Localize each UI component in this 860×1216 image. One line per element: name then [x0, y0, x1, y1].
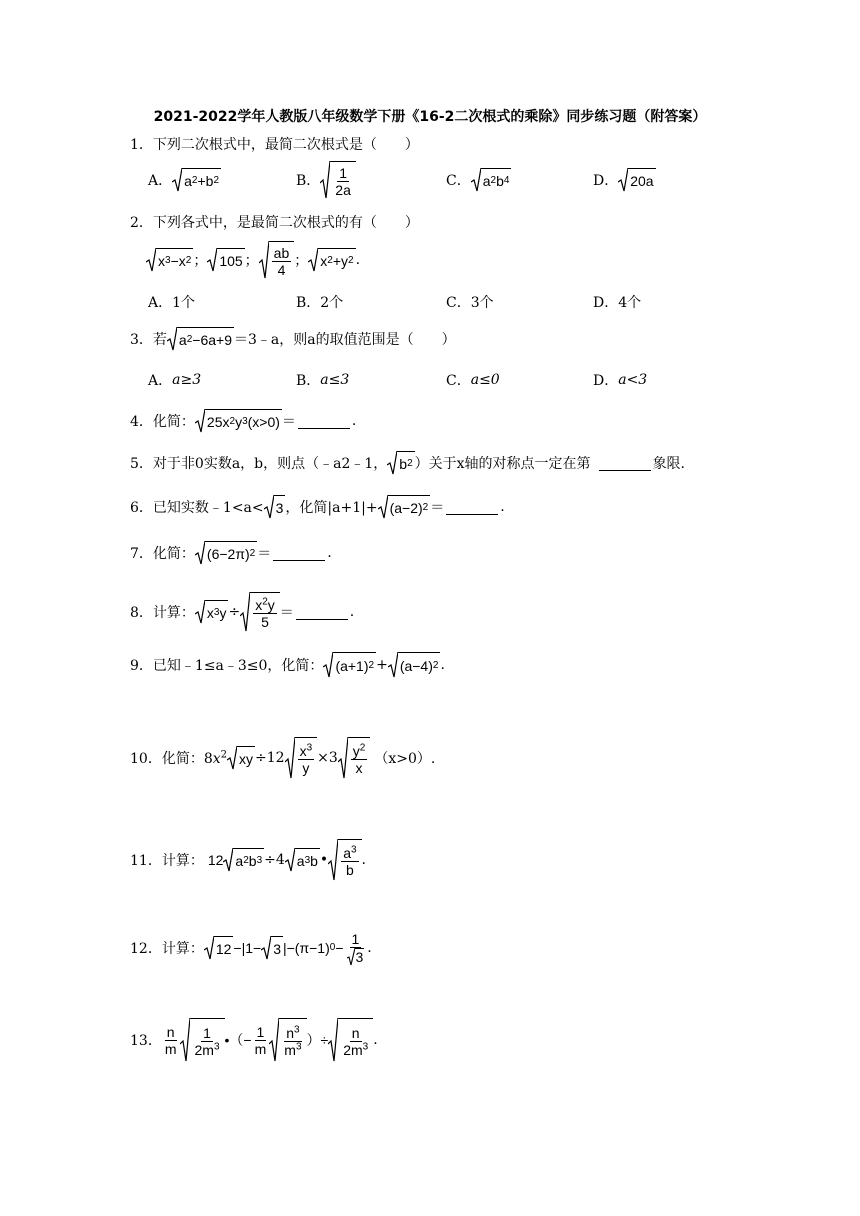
question-1-stem: 1．下列二次根式中，最简二次根式是（ ）: [130, 137, 419, 153]
option-b: B． $\frac{1}{2a}$: [296, 160, 356, 200]
question-7: 7．化简： (6−2π) 2 ＝ .: [130, 540, 332, 566]
option-b: B． a≤3: [296, 372, 350, 389]
question-12: 12．计算： 12 −|1− 3 |−(π−1) 0 − $\frac{1}{3}$ .: [130, 930, 372, 965]
question-4: 4．化简： 25x 2 y 3 (x>0) ＝ .: [130, 408, 356, 434]
sqrt-fraction: $\frac{1}{2a}$: [320, 161, 356, 199]
option-a: A． 1个: [148, 295, 196, 311]
question-8: 8．计算： x 3 y ÷ $\frac{x^2y}{5}$ ＝ .: [130, 590, 354, 634]
answer-blank[interactable]: [298, 414, 350, 429]
question-11: 11．计算： 12 a 2 b 3 ÷4 a 3 b • $\frac{a^3}{b}$ .: [130, 836, 366, 884]
question-6: 6．已知实数﹣1<a< 3 ，化简|a+1|+ (a−2) 2 ＝ .: [130, 494, 505, 520]
sqrt-expr: a 2 b 4: [471, 168, 512, 192]
option-a: A． a 2 +b 2: [148, 166, 221, 194]
option-c: C． 3个: [446, 295, 494, 311]
option-c: C． a 2 b 4: [446, 166, 511, 194]
question-1: [130, 134, 419, 154]
question-3-options: [148, 366, 768, 394]
option-a: A． a≥3: [148, 372, 202, 389]
question-9: 9．已知﹣1≤a﹣3≤0，化简： (a+1) 2 + (a−4) 2 .: [130, 650, 445, 680]
option-b: B． 2个: [296, 295, 344, 311]
question-2-options: [148, 288, 768, 316]
option-d: D． 20a: [593, 166, 656, 194]
page-title: 2021-2022学年人教版八年级数学下册《16-2二次根式的乘除》同步练习题（附答案）: [153, 109, 707, 125]
option-d: D． 4个: [593, 295, 642, 311]
question-2: [130, 212, 419, 232]
option-d: D． a<3: [593, 372, 648, 389]
option-c: C． a≤0: [446, 372, 500, 389]
answer-blank[interactable]: [446, 500, 498, 515]
sqrt-expr: a 2 +b 2: [172, 168, 221, 192]
question-2-radicals: x 3 −x 2 ； 105 ； $\frac{ab}{4}$ ； x 2 +y 2 .: [146, 240, 360, 280]
answer-blank[interactable]: [273, 546, 325, 561]
answer-blank[interactable]: [599, 456, 651, 471]
question-1-options: [148, 164, 768, 198]
question-10: 10．化简：$8x^2$ xy ÷12 $\frac{x^3}{y}$ ×3 $\frac{y^2}{x}$ （x>0）.: [130, 734, 435, 782]
question-13: 13． $\frac{n}{m}$ $\frac{1}{2m^3}$ •（− $\frac{1}{m}$ $\frac{n^3}{m^3}$ ）÷ $\frac{n}{2m^3}$ .: [130, 1014, 378, 1066]
answer-blank[interactable]: [296, 605, 348, 620]
question-5: 5．对于非0实数a，b，则点（﹣a2﹣1， b 2 ）关于x轴的对称点一定在第 象限.: [130, 450, 685, 476]
question-3: 3．若 a 2 −6a+9 ＝3﹣a，则a的取值范围是（ ）: [130, 326, 456, 352]
question-2-stem: 2．下列各式中，是最简二次根式的有（ ）: [130, 215, 419, 231]
sqrt-expr: 20a: [618, 168, 655, 192]
